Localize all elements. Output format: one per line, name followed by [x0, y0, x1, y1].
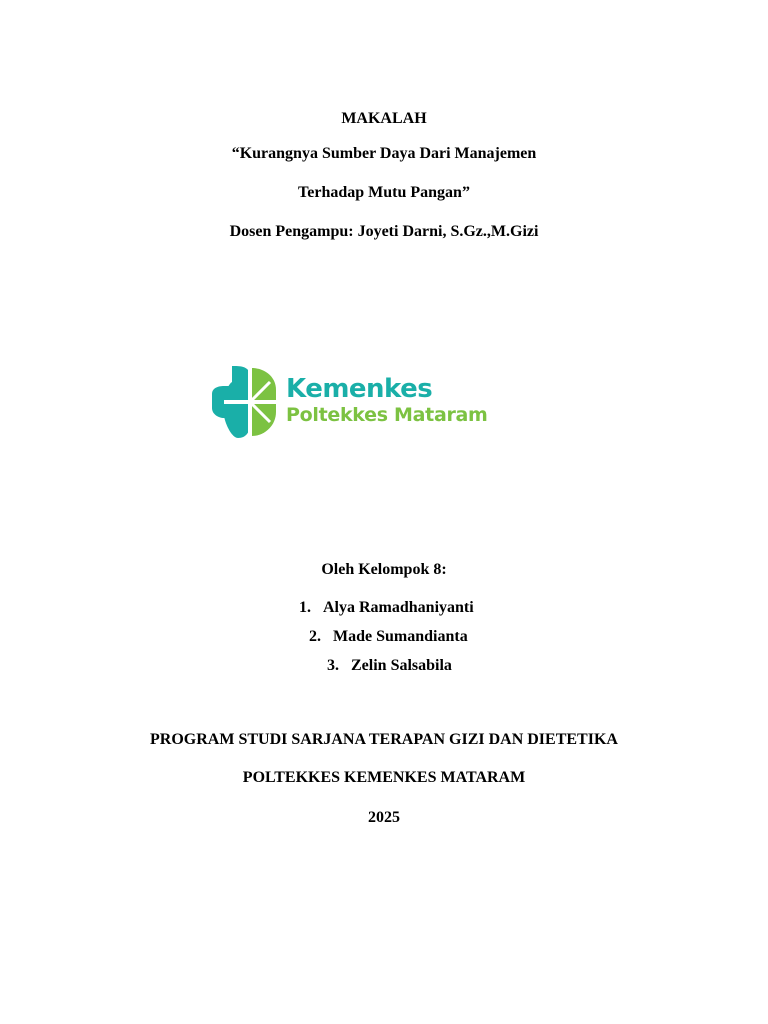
logo-wordmark-kemenkes: Kemenkes: [286, 374, 433, 404]
title-line-2: Terhadap Mutu Pangan”: [298, 184, 470, 201]
lecturer-line: Dosen Pengampu: Joyeti Darni, S.Gz.,M.Gizi: [229, 223, 539, 240]
member-number: 2.: [309, 628, 321, 645]
member-name: Zelin Salsabila: [351, 657, 452, 674]
document-heading: MAKALAH: [341, 110, 427, 127]
program-line: PROGRAM STUDI SARJANA TERAPAN GIZI DAN DIETETIKA: [150, 731, 618, 748]
kemenkes-logo: [210, 362, 510, 444]
year-line: 2025: [368, 809, 400, 826]
member-name: Made Sumandianta: [333, 628, 468, 645]
group-label: Oleh Kelompok 8:: [321, 561, 447, 578]
member-item: [309, 627, 468, 647]
member-number: 1.: [299, 599, 311, 616]
member-name: Alya Ramadhaniyanti: [323, 599, 474, 616]
title-line-1: “Kurangnya Sumber Daya Dari Manajemen: [231, 145, 537, 162]
member-item: [327, 656, 452, 676]
member-item: [299, 598, 474, 618]
kemenkes-emblem-icon: [210, 362, 280, 442]
institution-line: POLTEKKES KEMENKES MATARAM: [242, 769, 526, 786]
logo-wordmark-poltekkes: Poltekkes Mataram: [286, 404, 488, 426]
member-number: 3.: [327, 657, 339, 674]
